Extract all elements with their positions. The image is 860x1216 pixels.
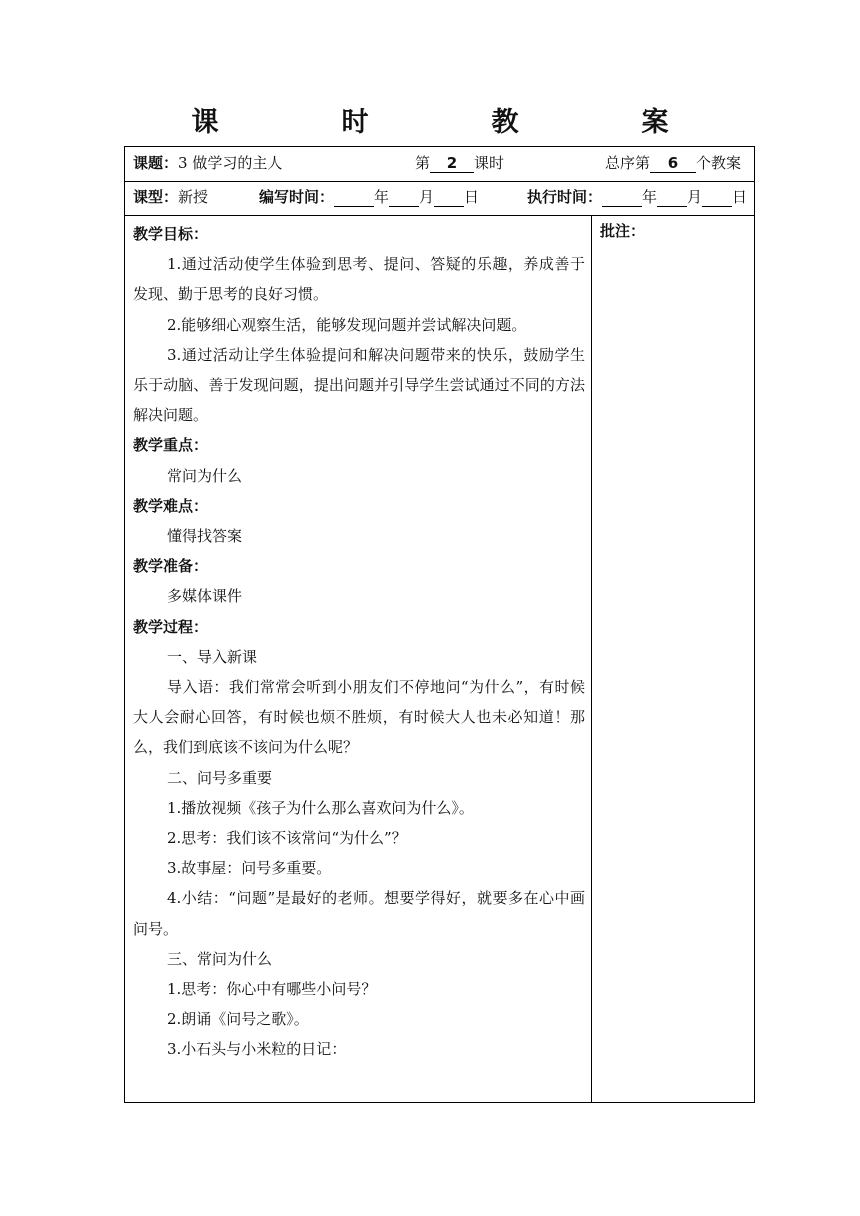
exec-month-blank — [657, 188, 687, 207]
lesson-number-cell — [415, 147, 504, 179]
difficulty-text: 懂得找答案 — [167, 527, 243, 546]
sequence-cell — [605, 147, 741, 179]
process-heading: 教学过程： — [133, 617, 209, 636]
process-item: 导入语：我们常常会听到小朋友们不停地问“为什么”，有时候大人会耐心回答，有时候也烦不胜烦，有时候大人也未必知道！那么，我们到底该不该问为什么呢？ — [133, 678, 585, 757]
prep-text: 多媒体课件 — [167, 587, 243, 606]
lesson-plan-table — [124, 146, 755, 1103]
goal-item: 1.通过活动使学生体验到思考、提问、答疑的乐趣，养成善于发现、勤于思考的良好习惯。 — [133, 255, 585, 304]
difficulty-heading: 教学难点： — [133, 496, 209, 515]
write-month-blank — [389, 188, 419, 207]
key-text: 常问为什么 — [167, 466, 243, 485]
process-item: 1.思考：你心中有哪些小问号？ — [167, 980, 377, 999]
lesson-suffix: 课时 — [474, 154, 505, 172]
annotation-column — [592, 216, 754, 1102]
type-value: 新授 — [178, 188, 209, 206]
type-cell — [133, 181, 208, 213]
seq-suffix: 个教案 — [696, 154, 742, 172]
write-month-label: 月 — [419, 188, 435, 206]
goal-item: 2.能够细心观察生活，能够发现问题并尝试解决问题。 — [167, 315, 527, 334]
topic-value: 3 做学习的主人 — [178, 154, 283, 172]
process-item: 3.故事屋：问号多重要。 — [167, 859, 332, 878]
lesson-number: 2 — [430, 154, 474, 173]
write-year-blank — [334, 188, 374, 207]
prep-heading: 教学准备： — [133, 557, 209, 576]
goal-item: 3.通过活动让学生体验提问和解决问题带来的快乐，鼓励学生乐于动脑、善于发现问题，提出问题并引导学生尝试通过不同的方法解决问题。 — [133, 345, 585, 425]
write-year-label: 年 — [374, 188, 390, 206]
exec-year-label: 年 — [642, 188, 658, 206]
exec-time-label: 执行时间： — [527, 188, 603, 206]
process-item: 1.播放视频《孩子为什么那么喜欢问为什么》。 — [167, 798, 474, 817]
topic-cell — [133, 147, 282, 179]
process-item: 2.朗诵《问号之歌》。 — [167, 1010, 309, 1029]
process-section: 二、问号多重要 — [167, 768, 273, 787]
lesson-content — [133, 219, 585, 1065]
exec-month-label: 月 — [687, 188, 703, 206]
type-label: 课型： — [133, 188, 179, 206]
process-section: 一、导入新课 — [167, 647, 258, 666]
write-time-cell — [259, 181, 479, 213]
seq-prefix: 总序第 — [605, 154, 651, 172]
write-time-label: 编写时间： — [259, 188, 335, 206]
header-row-topic — [125, 147, 754, 182]
process-item: 3.小石头与小米粒的日记： — [167, 1040, 347, 1059]
goals-heading: 教学目标： — [133, 225, 209, 243]
process-item: 2.思考：我们该不该常问“为什么”？ — [167, 829, 407, 848]
seq-number: 6 — [650, 154, 696, 173]
lesson-prefix: 第 — [415, 154, 431, 172]
exec-time-cell — [527, 181, 747, 213]
write-day-blank — [434, 188, 464, 207]
page-title: 课 时 教 案 — [191, 107, 717, 138]
write-day-label: 日 — [464, 188, 480, 206]
exec-year-blank — [602, 188, 642, 207]
header-row-type — [125, 181, 754, 216]
exec-day-label: 日 — [732, 188, 748, 206]
topic-label: 课题： — [133, 154, 179, 172]
key-heading: 教学重点： — [133, 436, 209, 455]
lesson-content-column — [125, 216, 592, 1102]
exec-day-blank — [702, 188, 732, 207]
process-item: 4.小结：“问题”是最好的老师。想要学得好，就要多在心中画问号。 — [133, 889, 585, 938]
process-section: 三、常问为什么 — [167, 949, 273, 968]
note-label: 批注： — [600, 222, 646, 240]
